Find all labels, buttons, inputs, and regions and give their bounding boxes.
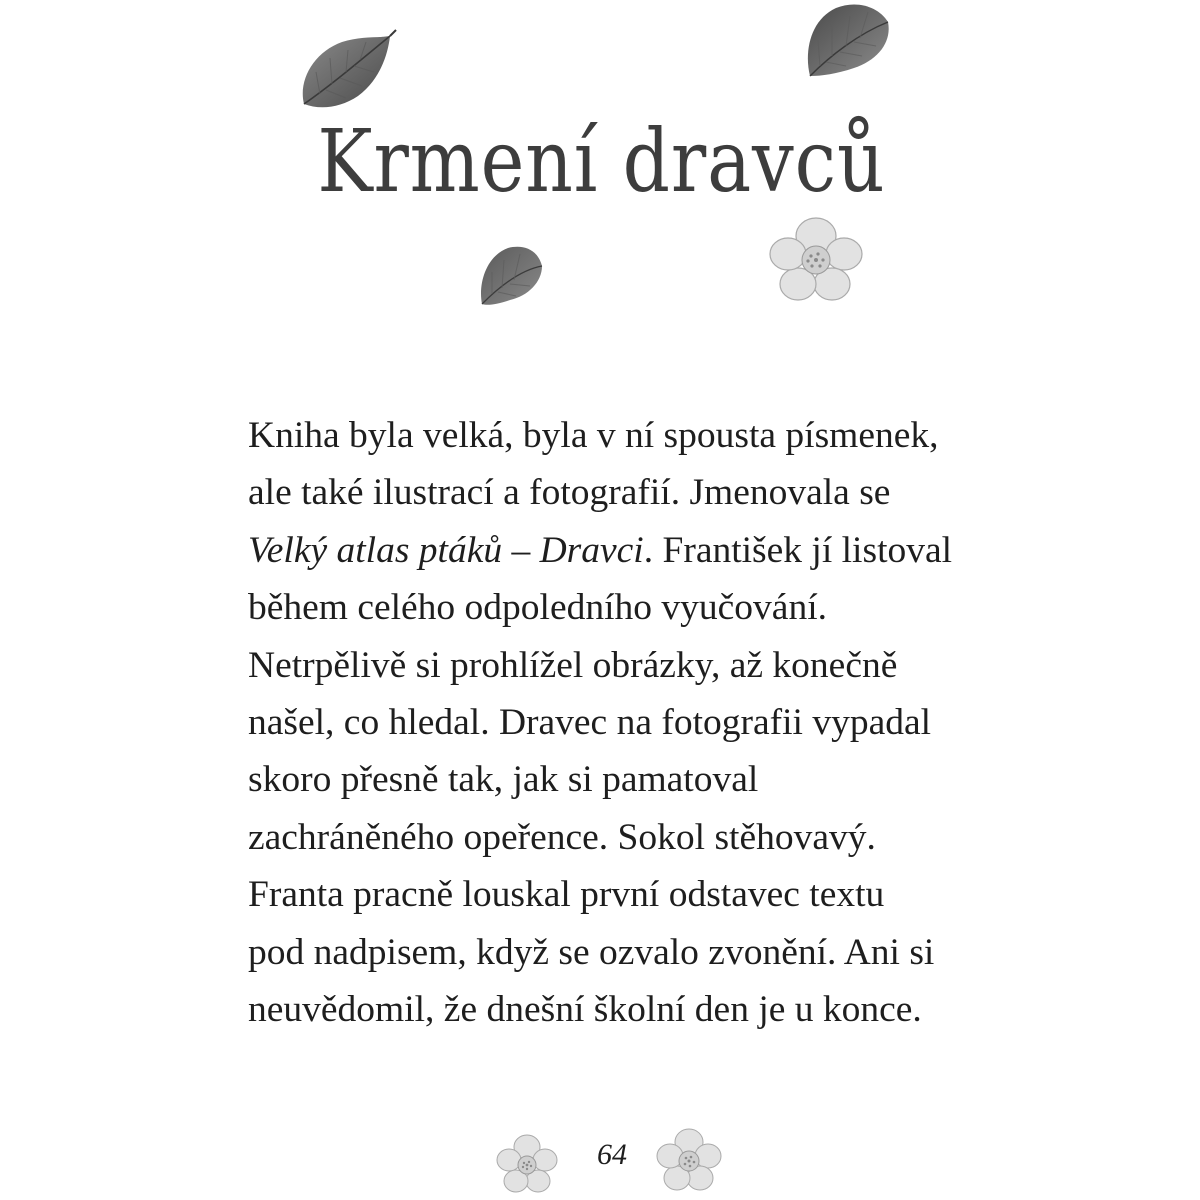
wild-rose-flower-icon — [766, 214, 866, 304]
wild-rose-flower-icon — [656, 1128, 722, 1194]
chapter-title: Krmení dravců — [317, 112, 886, 212]
beech-leaf-icon — [800, 0, 894, 80]
book-title-italic: Velký atlas ptáků – Dravci — [248, 529, 644, 571]
text-line: během celého odpoledního vyučování. — [248, 587, 827, 629]
text-line: Franta pracně louskal první odstavec textu — [248, 874, 885, 916]
text-line: Kniha byla velká, byla v ní spousta písmenek, — [248, 415, 939, 456]
text-line — [248, 522, 988, 579]
text-line: skoro přesně tak, jak si pamatoval — [248, 759, 759, 801]
beech-leaf-icon — [296, 28, 398, 114]
text-line: neuvědomil, že dnešní školní den je u konce. — [248, 989, 922, 1031]
beech-leaf-icon — [476, 242, 546, 308]
text-line: pod nadpisem, když se ozvalo zvonění. Ani si — [248, 931, 935, 973]
text-line: ale také ilustrací a fotografií. Jmenovala se — [248, 472, 891, 514]
body-paragraph — [248, 407, 988, 1038]
wild-rose-flower-icon — [496, 1134, 558, 1196]
page-number: 64 — [597, 1138, 627, 1171]
text-line-rest: . František jí listoval — [643, 529, 953, 571]
text-line: Netrpělivě si prohlížel obrázky, až konečně — [248, 644, 898, 686]
text-line: zachráněného opeřence. Sokol stěhovavý. — [248, 816, 876, 858]
text-line: našel, co hledal. Dravec na fotografii vypadal — [248, 702, 932, 744]
